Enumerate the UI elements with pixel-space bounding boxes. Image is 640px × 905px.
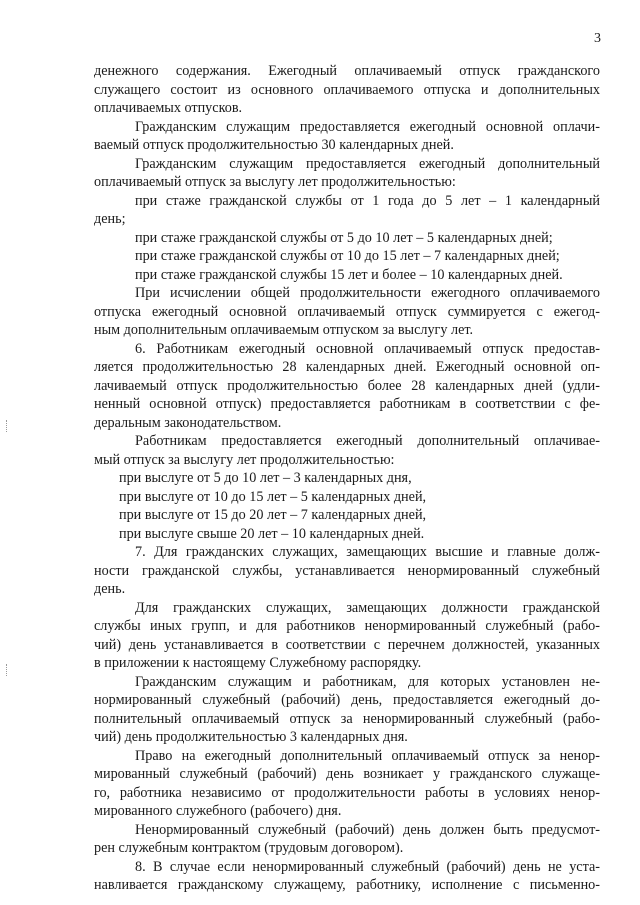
- text-line: мированного служебного (рабочего) дня.: [94, 803, 342, 819]
- text-line: при выслуге от 15 до 20 лет – 7 календарных дней,: [119, 507, 427, 523]
- text-line: оплачиваемый отпуск за выслугу лет продолжительностью:: [94, 174, 456, 190]
- text-line: служащего состоит из основного оплачиваемого отпуска и дополнительных: [94, 81, 600, 98]
- text-line: при стаже гражданской службы от 10 до 15 лет – 7 календарных дней;: [135, 248, 560, 264]
- text-line: при стаже гражданской службы от 1 года до 5 лет – 1 календарный: [135, 192, 600, 209]
- text-line: го, работника независимо от продолжительности работы в условиях ненор-: [94, 784, 600, 801]
- text-line: день;: [94, 211, 126, 227]
- text-line: чий) день устанавливается в соответствии с перечнем должностей, указанных: [94, 636, 600, 653]
- text-line: Для гражданских служащих, замещающих должности гражданской: [135, 599, 600, 616]
- text-line: полнительный оплачиваемый отпуск за ненормированный служебный (рабо-: [94, 710, 600, 727]
- text-line: службы иных групп, и для работников ненормированный служебный (рабо-: [94, 618, 600, 634]
- text-line: ваемый отпуск продолжительностью 30 календарных дней.: [94, 137, 454, 153]
- text-line: мированный служебный (рабочий) день возникает у гражданского служаще-: [94, 766, 600, 782]
- text-line: Ненормированный служебный (рабочий) день должен быть предусмот-: [135, 821, 600, 838]
- document-body: [0, 62, 640, 895]
- text-line: Гражданским служащим и работникам, для которых установлен не-: [135, 673, 600, 690]
- text-line: при стаже гражданской службы 15 лет и более – 10 календарных дней.: [135, 266, 563, 283]
- text-line: Право на ежегодный дополнительный оплачиваемый отпуск за ненор-: [135, 747, 600, 764]
- text-line: При исчислении общей продолжительности ежегодного оплачиваемого: [135, 285, 600, 301]
- text-line: деральным законодательством.: [94, 414, 282, 431]
- text-line: лачиваемый отпуск продолжительностью более 28 календарных дней (удли-: [94, 377, 600, 394]
- text-line: рен служебным контрактом (трудовым договором).: [94, 840, 404, 856]
- text-line: ности гражданской службы, устанавливается ненормированный служебный: [94, 562, 600, 579]
- text-line: 7. Для гражданских служащих, замещающих высшие и главные долж-: [135, 544, 600, 560]
- text-line: чий) день продолжительностью 3 календарных дня.: [94, 729, 408, 745]
- text-line: нормированный служебный (рабочий) день, предоставляется ежегодный до-: [94, 692, 600, 708]
- text-line: навливается гражданскому служащему, работнику, исполнение с письменно-: [94, 877, 600, 893]
- text-line: 8. В случае если ненормированный служебный (рабочий) день не уста-: [135, 858, 600, 875]
- page-number: 3: [594, 31, 601, 46]
- text-line: денежного содержания. Ежегодный оплачиваемый отпуск гражданского: [94, 63, 600, 79]
- text-line: при выслуге свыше 20 лет – 10 календарных дней.: [119, 525, 425, 542]
- text-line: при стаже гражданской службы от 5 до 10 лет – 5 календарных дней;: [135, 229, 553, 246]
- text-line: отпуска ежегодный основной оплачиваемый отпуск суммируется с ежегод-: [94, 303, 600, 320]
- text-line: ным дополнительным оплачиваемым отпуском за выслугу лет.: [94, 322, 474, 338]
- text-line: Гражданским служащим предоставляется ежегодный дополнительный: [135, 155, 600, 172]
- text-line: оплачиваемых отпусков.: [94, 100, 243, 116]
- text-line: мый отпуск за выслугу лет продолжительностью:: [94, 451, 395, 468]
- text-line: при выслуге от 10 до 15 лет – 5 календарных дней,: [119, 488, 427, 505]
- text-line: день.: [94, 581, 126, 597]
- text-line: ляется продолжительностью 28 календарных дней. Ежегодный основной оп-: [94, 359, 600, 375]
- text-line: 6. Работникам ежегодный основной оплачиваемый отпуск предостав-: [135, 340, 600, 357]
- text-line: Гражданским служащим предоставляется ежегодный основной оплачи-: [135, 118, 600, 135]
- text-line: Работникам предоставляется ежегодный дополнительный оплачивае-: [135, 433, 600, 449]
- text-line: в приложении к настоящему Служебному распорядку.: [94, 655, 422, 671]
- text-line: ненный основной отпуск) предоставляется работникам в соответствии с фе-: [94, 396, 600, 412]
- text-line: при выслуге от 5 до 10 лет – 3 календарных дня,: [119, 470, 412, 486]
